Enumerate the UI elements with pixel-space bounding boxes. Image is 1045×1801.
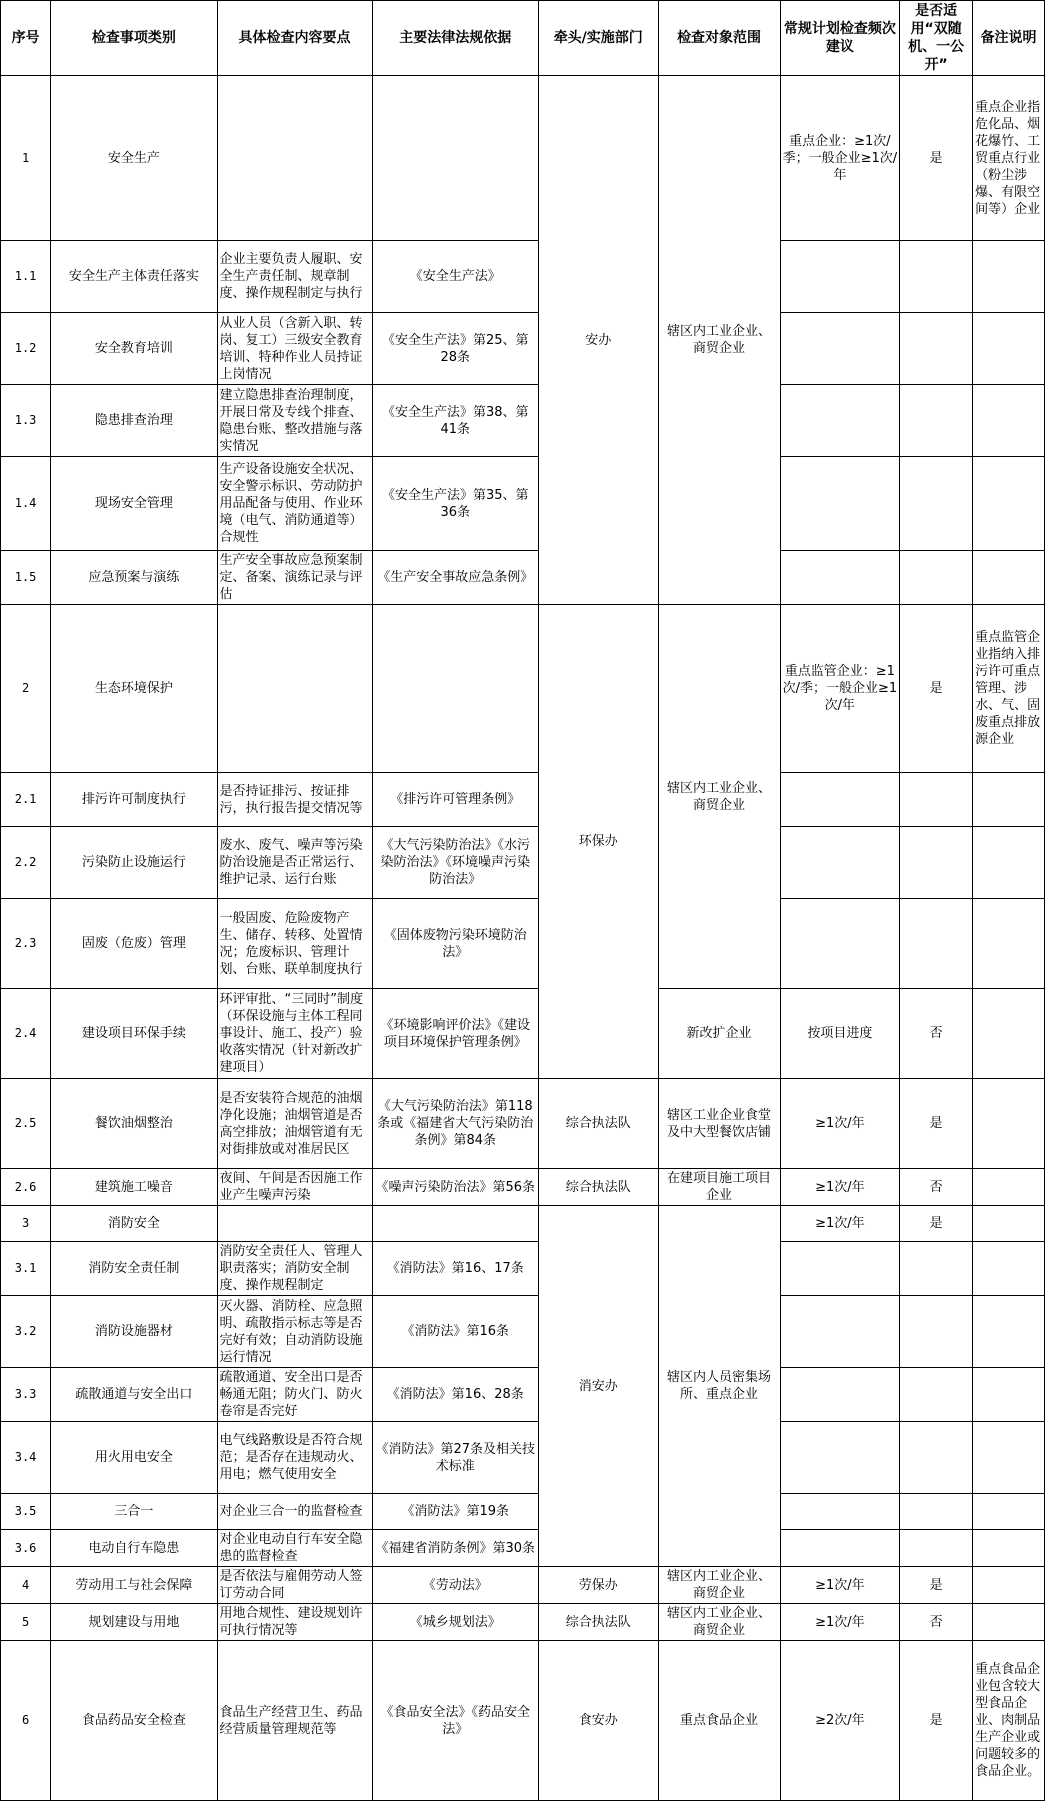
table-row: [1, 551, 1045, 605]
row-number-cell: 2.2: [1, 827, 51, 899]
category-cell: 用火用电安全: [51, 1422, 217, 1494]
table-row: [1, 457, 1045, 551]
row-number-cell: 4: [1, 1567, 51, 1604]
table-row: [1, 1206, 1045, 1242]
table-row: [1, 313, 1045, 385]
department-cell: 食安办: [538, 1641, 658, 1801]
table-row: [1, 605, 1045, 773]
double-random-cell: 否: [900, 989, 973, 1079]
frequency-cell: ≥1次/年: [780, 1169, 900, 1206]
law-cell: [372, 1206, 538, 1242]
double-random-cell: [900, 551, 973, 605]
double-random-cell: [900, 313, 973, 385]
scope-cell: 在建项目施工项目企业: [658, 1169, 780, 1206]
row-number-cell: 1.4: [1, 457, 51, 551]
double-random-cell: 是: [900, 76, 973, 241]
table-row: [1, 1641, 1045, 1801]
content-cell: 疏散通道、安全出口是否畅通无阻；防火门、防火卷帘是否完好: [217, 1368, 372, 1422]
header-cell: 检查对象范围: [658, 1, 780, 76]
department-cell: 消安办: [538, 1206, 658, 1567]
content-cell: 灭火器、消防栓、应急照明、疏散指示标志等是否完好有效；自动消防设施运行情况: [217, 1296, 372, 1368]
category-cell: 固废（危废）管理: [51, 899, 217, 989]
frequency-cell: ≥1次/年: [780, 1079, 900, 1169]
content-cell: 电气线路敷设是否符合规范；是否存在违规动火、用电；燃气使用安全: [217, 1422, 372, 1494]
department-cell: 环保办: [538, 605, 658, 1079]
row-number-cell: 5: [1, 1604, 51, 1641]
law-cell: 《安全生产法》第25、第28条: [372, 313, 538, 385]
row-number-cell: 3.6: [1, 1530, 51, 1567]
table-row: [1, 1604, 1045, 1641]
category-cell: 电动自行车隐患: [51, 1530, 217, 1567]
row-number-cell: 3.5: [1, 1494, 51, 1530]
content-cell: 对企业电动自行车安全隐患的监督检查: [217, 1530, 372, 1567]
frequency-cell: [780, 1296, 900, 1368]
category-cell: 规划建设与用地: [51, 1604, 217, 1641]
header-cell: 牵头/实施部门: [538, 1, 658, 76]
frequency-cell: ≥1次/年: [780, 1567, 900, 1604]
frequency-cell: [780, 1368, 900, 1422]
row-number-cell: 6: [1, 1641, 51, 1801]
table-row: [1, 1422, 1045, 1494]
header-cell: 具体检查内容要点: [217, 1, 372, 76]
scope-cell: 辖区工业企业食堂及中大型餐饮店铺: [658, 1079, 780, 1169]
content-cell: 一般固废、危险废物产生、储存、转移、处置情况；危废标识、管理计划、台账、联单制度执行: [217, 899, 372, 989]
double-random-cell: 是: [900, 605, 973, 773]
law-cell: 《安全生产法》第38、第41条: [372, 385, 538, 457]
note-cell: [973, 1604, 1045, 1641]
double-random-cell: 否: [900, 1169, 973, 1206]
category-cell: 消防安全: [51, 1206, 217, 1242]
law-cell: 《环境影响评价法》《建设项目环境保护管理条例》: [372, 989, 538, 1079]
header-row: [1, 1, 1045, 76]
note-cell: [973, 1567, 1045, 1604]
frequency-cell: [780, 241, 900, 313]
law-cell: 《噪声污染防治法》第56条: [372, 1169, 538, 1206]
double-random-cell: 是: [900, 1206, 973, 1242]
double-random-cell: 是: [900, 1641, 973, 1801]
row-number-cell: 2: [1, 605, 51, 773]
frequency-cell: ≥1次/年: [780, 1206, 900, 1242]
note-cell: [973, 1530, 1045, 1567]
law-cell: [372, 605, 538, 773]
category-cell: 排污许可制度执行: [51, 773, 217, 827]
department-cell: 综合执法队: [538, 1169, 658, 1206]
row-number-cell: 1.1: [1, 241, 51, 313]
frequency-cell: [780, 899, 900, 989]
note-cell: [973, 1368, 1045, 1422]
row-number-cell: 1.3: [1, 385, 51, 457]
row-number-cell: 3.2: [1, 1296, 51, 1368]
content-cell: 是否依法与雇佣劳动人签订劳动合同: [217, 1567, 372, 1604]
content-cell: 消防安全责任人、管理人职责落实；消防安全制度、操作规程制定: [217, 1242, 372, 1296]
table-row: [1, 1242, 1045, 1296]
frequency-cell: [780, 827, 900, 899]
department-cell: 综合执法队: [538, 1079, 658, 1169]
scope-cell: 辖区内人员密集场所、重点企业: [658, 1206, 780, 1567]
double-random-cell: [900, 1494, 973, 1530]
content-cell: 对企业三合一的监督检查: [217, 1494, 372, 1530]
content-cell: 环评审批、“三同时”制度（环保设施与主体工程同事设计、施工、投产）验收落实情况（针对新改扩建项目）: [217, 989, 372, 1079]
content-cell: [217, 1206, 372, 1242]
frequency-cell: [780, 1530, 900, 1567]
table-row: [1, 899, 1045, 989]
category-cell: 食品药品安全检查: [51, 1641, 217, 1801]
double-random-cell: [900, 1530, 973, 1567]
double-random-cell: [900, 1368, 973, 1422]
law-cell: 《安全生产法》: [372, 241, 538, 313]
content-cell: 食品生产经营卫生、药品经营质量管理规范等: [217, 1641, 372, 1801]
category-cell: 三合一: [51, 1494, 217, 1530]
table-row: [1, 1169, 1045, 1206]
frequency-cell: [780, 773, 900, 827]
law-cell: 《消防法》第19条: [372, 1494, 538, 1530]
law-cell: 《消防法》第27条及相关技术标准: [372, 1422, 538, 1494]
note-cell: [973, 989, 1045, 1079]
double-random-cell: 否: [900, 1604, 973, 1641]
scope-cell: 辖区内工业企业、商贸企业: [658, 605, 780, 989]
table-row: [1, 1368, 1045, 1422]
law-cell: 《生产安全事故应急条例》: [372, 551, 538, 605]
content-cell: 企业主要负责人履职、安全生产责任制、规章制度、操作规程制定与执行: [217, 241, 372, 313]
department-cell: 综合执法队: [538, 1604, 658, 1641]
row-number-cell: 3.1: [1, 1242, 51, 1296]
scope-cell: 辖区内工业企业、商贸企业: [658, 1604, 780, 1641]
double-random-cell: [900, 1422, 973, 1494]
double-random-cell: [900, 241, 973, 313]
row-number-cell: 2.3: [1, 899, 51, 989]
frequency-cell: 重点企业：≥1次/季；一般企业≥1次/年: [780, 76, 900, 241]
content-cell: 建立隐患排查治理制度，开展日常及专线个排查、隐患台账、整改措施与落实情况: [217, 385, 372, 457]
note-cell: [973, 773, 1045, 827]
department-cell: 安办: [538, 76, 658, 605]
header-cell: 序号: [1, 1, 51, 76]
law-cell: [372, 76, 538, 241]
category-cell: 生态环境保护: [51, 605, 217, 773]
law-cell: 《消防法》第16、17条: [372, 1242, 538, 1296]
content-cell: 生产安全事故应急预案制定、备案、演练记录与评估: [217, 551, 372, 605]
category-cell: 建设项目环保手续: [51, 989, 217, 1079]
category-cell: 劳动用工与社会保障: [51, 1567, 217, 1604]
note-cell: [973, 1169, 1045, 1206]
frequency-cell: 重点监管企业：≥1次/季；一般企业≥1次/年: [780, 605, 900, 773]
frequency-cell: [780, 1422, 900, 1494]
note-cell: 重点企业指危化品、烟花爆竹、工贸重点行业（粉尘涉爆、有限空间等）企业: [973, 76, 1045, 241]
row-number-cell: 2.1: [1, 773, 51, 827]
table-row: [1, 1296, 1045, 1368]
table-row: [1, 773, 1045, 827]
table-body: [1, 76, 1045, 1801]
department-cell: 劳保办: [538, 1567, 658, 1604]
table-row: [1, 827, 1045, 899]
content-cell: 是否安装符合规范的油烟净化设施；油烟管道是否高空排放；油烟管道有无对街排放或对准居民区: [217, 1079, 372, 1169]
note-cell: [973, 1494, 1045, 1530]
row-number-cell: 3.4: [1, 1422, 51, 1494]
scope-cell: 辖区内工业企业、商贸企业: [658, 76, 780, 605]
header-cell: 主要法律法规依据: [372, 1, 538, 76]
header-cell: 备注说明: [973, 1, 1045, 76]
row-number-cell: 1.2: [1, 313, 51, 385]
frequency-cell: ≥1次/年: [780, 1604, 900, 1641]
table-row: [1, 989, 1045, 1079]
law-cell: 《劳动法》: [372, 1567, 538, 1604]
table-row: [1, 76, 1045, 241]
note-cell: 重点监管企业指纳入排污许可重点管理、涉水、气、固废重点排放源企业: [973, 605, 1045, 773]
frequency-cell: ≥2次/年: [780, 1641, 900, 1801]
table-row: [1, 1079, 1045, 1169]
double-random-cell: [900, 827, 973, 899]
note-cell: [973, 1422, 1045, 1494]
content-cell: 废水、废气、噪声等污染防治设施是否正常运行、维护记录、运行台账: [217, 827, 372, 899]
content-cell: [217, 76, 372, 241]
content-cell: 生产设备设施安全状况、安全警示标识、劳动防护用品配备与使用、作业环境（电气、消防通道等）合规性: [217, 457, 372, 551]
double-random-cell: 是: [900, 1567, 973, 1604]
double-random-cell: [900, 1296, 973, 1368]
law-cell: 《大气污染防治法》第118条或《福建省大气污染防治条例》第84条: [372, 1079, 538, 1169]
category-cell: 安全教育培训: [51, 313, 217, 385]
category-cell: 应急预案与演练: [51, 551, 217, 605]
row-number-cell: 3.3: [1, 1368, 51, 1422]
note-cell: [973, 827, 1045, 899]
frequency-cell: 按项目进度: [780, 989, 900, 1079]
law-cell: 《消防法》第16条: [372, 1296, 538, 1368]
law-cell: 《福建省消防条例》第30条: [372, 1530, 538, 1567]
category-cell: 建筑施工噪音: [51, 1169, 217, 1206]
note-cell: [973, 1079, 1045, 1169]
double-random-cell: [900, 899, 973, 989]
note-cell: [973, 1206, 1045, 1242]
category-cell: 隐患排查治理: [51, 385, 217, 457]
category-cell: 消防设施器材: [51, 1296, 217, 1368]
content-cell: 夜间、午间是否因施工作业产生噪声污染: [217, 1169, 372, 1206]
frequency-cell: [780, 551, 900, 605]
table-row: [1, 241, 1045, 313]
frequency-cell: [780, 313, 900, 385]
category-cell: 现场安全管理: [51, 457, 217, 551]
header-cell: 常规计划检查频次建议: [780, 1, 900, 76]
header-cell: 检查事项类别: [51, 1, 217, 76]
frequency-cell: [780, 457, 900, 551]
scope-cell: 重点食品企业: [658, 1641, 780, 1801]
law-cell: 《大气污染防治法》《水污染防治法》《环境噪声污染防治法》: [372, 827, 538, 899]
row-number-cell: 2.4: [1, 989, 51, 1079]
category-cell: 餐饮油烟整治: [51, 1079, 217, 1169]
category-cell: 安全生产主体责任落实: [51, 241, 217, 313]
row-number-cell: 2.5: [1, 1079, 51, 1169]
law-cell: 《消防法》第16、28条: [372, 1368, 538, 1422]
row-number-cell: 1: [1, 76, 51, 241]
double-random-cell: [900, 1242, 973, 1296]
table-row: [1, 1530, 1045, 1567]
content-cell: 是否持证排污、按证排污，执行报告提交情况等: [217, 773, 372, 827]
double-random-cell: 是: [900, 1079, 973, 1169]
note-cell: [973, 385, 1045, 457]
table-row: [1, 1567, 1045, 1604]
frequency-cell: [780, 1494, 900, 1530]
note-cell: [973, 1296, 1045, 1368]
category-cell: 污染防止设施运行: [51, 827, 217, 899]
category-cell: 疏散通道与安全出口: [51, 1368, 217, 1422]
double-random-cell: [900, 385, 973, 457]
law-cell: 《安全生产法》第35、第36条: [372, 457, 538, 551]
double-random-cell: [900, 773, 973, 827]
category-cell: 安全生产: [51, 76, 217, 241]
law-cell: 《城乡规划法》: [372, 1604, 538, 1641]
header-cell: 是否适用“双随机、一公开”: [900, 1, 973, 76]
row-number-cell: 3: [1, 1206, 51, 1242]
scope-cell: 辖区内工业企业、商贸企业: [658, 1567, 780, 1604]
law-cell: 《食品安全法》《药品安全法》: [372, 1641, 538, 1801]
scope-cell: 新改扩企业: [658, 989, 780, 1079]
double-random-cell: [900, 457, 973, 551]
note-cell: [973, 457, 1045, 551]
note-cell: 重点食品企业包含较大型食品企业、肉制品生产企业或问题较多的食品企业。: [973, 1641, 1045, 1801]
frequency-cell: [780, 385, 900, 457]
note-cell: [973, 551, 1045, 605]
table-row: [1, 385, 1045, 457]
law-cell: 《固体废物污染环境防治法》: [372, 899, 538, 989]
table-row: [1, 1494, 1045, 1530]
row-number-cell: 2.6: [1, 1169, 51, 1206]
note-cell: [973, 899, 1045, 989]
content-cell: 从业人员（含新入职、转岗、复工）三级安全教育培训、特种作业人员持证上岗情况: [217, 313, 372, 385]
content-cell: [217, 605, 372, 773]
frequency-cell: [780, 1242, 900, 1296]
content-cell: 用地合规性、建设规划许可执行情况等: [217, 1604, 372, 1641]
category-cell: 消防安全责任制: [51, 1242, 217, 1296]
row-number-cell: 1.5: [1, 551, 51, 605]
note-cell: [973, 1242, 1045, 1296]
note-cell: [973, 241, 1045, 313]
law-cell: 《排污许可管理条例》: [372, 773, 538, 827]
note-cell: [973, 313, 1045, 385]
